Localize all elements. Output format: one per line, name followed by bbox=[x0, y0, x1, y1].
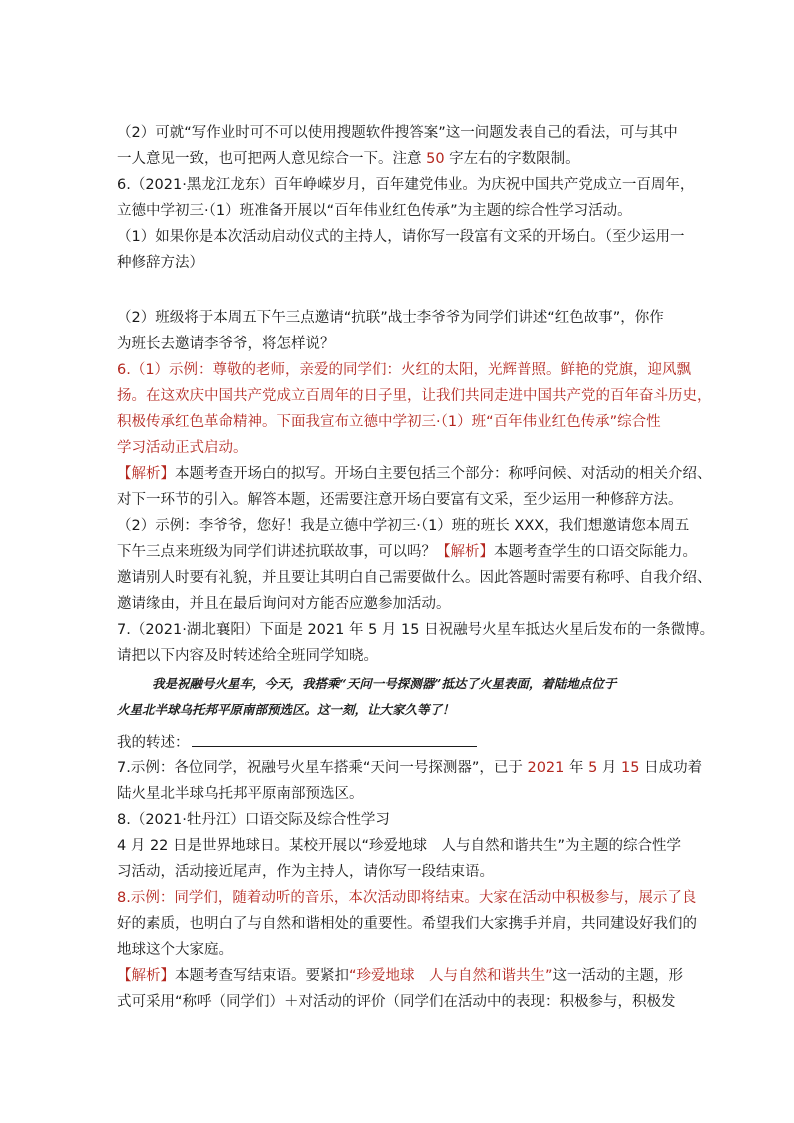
highlighted-text: 15 bbox=[621, 760, 640, 776]
body-text: 一人意见一致，也可把两人意见综合一下。注意 bbox=[117, 151, 427, 167]
body-text: 邀请别人时要有礼貌，并且要让其明白自己需要做什么。因此答题时需要有称呼、自我介绍、 bbox=[117, 570, 712, 586]
highlighted-text: 扬。在这欢庆中国共产党成立百周年的日子里，让我们共同走进中国共产党的百年奋斗历史， bbox=[117, 388, 712, 404]
body-text: 种修辞方法） bbox=[117, 255, 204, 271]
text-line bbox=[117, 227, 685, 247]
text-line bbox=[117, 940, 682, 960]
body-text: （2）示例：李爷爷，您好！我是立德中学初三·（1）班的班长 XXX，我们想邀请您本周五 bbox=[117, 518, 690, 534]
body-text: 这一活动的主题，形 bbox=[552, 968, 684, 984]
body-text: 下午三点来班级为同学们讲述抗联故事，可以吗？ bbox=[117, 544, 436, 560]
body-text: 8.（2021·牡丹江）口语交际及综合性学习 bbox=[117, 812, 390, 828]
body-text: 好的素质，也明白了与自然和谐相处的重要性。希望我们大家携手并肩，共同建设好我们的 bbox=[117, 916, 697, 932]
body-text: 我的转述： bbox=[117, 735, 190, 751]
body-text: 为班长去邀请李爷爷，将怎样说？ bbox=[117, 336, 335, 352]
body-text: 年 bbox=[564, 760, 589, 776]
text-line bbox=[117, 438, 682, 458]
text-line bbox=[117, 542, 697, 562]
highlighted-text: 积极传承红色革命精神。下面我宣布立德中学初三·（1）班“百年伟业红色传承”综合性 bbox=[117, 414, 661, 430]
body-text: 邀请缘由，并且在最后询问对方能否应邀参加活动。 bbox=[117, 596, 451, 612]
text-line bbox=[117, 594, 682, 614]
body-text: 4 月 22 日是世界地球日。某校开展以“珍爱地球 人与自然和谐共生”为主题的综合性学 bbox=[117, 838, 682, 854]
text-line bbox=[117, 175, 695, 195]
highlighted-text: 学习活动正式启动。 bbox=[117, 440, 248, 456]
highlighted-text: 2021 bbox=[527, 760, 565, 776]
highlighted-text: 6.（1）示例：尊敬的老师，亲爱的同学们：火红的太阳，光辉普照。鲜艳的党旗，迎风飘 bbox=[117, 362, 692, 378]
body-text: 对下一环节的引入。解答本题，还需要注意开场白要富有文采，至少运用一种修辞方法。 bbox=[117, 492, 683, 508]
text-line bbox=[117, 836, 682, 856]
body-text: 火星北半球乌托邦平原南部预选区。这一刻，让大家久等了！ bbox=[117, 702, 455, 717]
highlighted-text: 50 bbox=[426, 151, 445, 167]
text-line bbox=[117, 253, 682, 273]
text-line bbox=[117, 620, 715, 640]
body-text: 字左右的字数限制。 bbox=[444, 151, 580, 167]
highlighted-text: 【解析】 bbox=[436, 544, 494, 560]
body-text: 式可采用“称呼（同学们）＋对活动的评价（同学们在活动中的表现：积极参与，积极发 bbox=[117, 994, 676, 1010]
text-line bbox=[117, 201, 682, 221]
text-line bbox=[117, 992, 682, 1012]
body-text: （2）班级将于本周五下午三点邀请“抗联”战士李爷爷为同学们讲述“红色故事”，你作 bbox=[117, 310, 664, 326]
quote-line bbox=[117, 674, 717, 694]
answer-blank-line[interactable] bbox=[192, 732, 477, 747]
body-text: 日成功着 bbox=[639, 760, 703, 776]
quote-line bbox=[117, 700, 682, 720]
body-text: 6.（2021·黑龙江龙东）百年峥嵘岁月，百年建党伟业。为庆祝中国共产党成立一百周年， bbox=[117, 177, 695, 193]
body-text: 地球这个大家庭。 bbox=[117, 942, 233, 958]
highlighted-text: “珍爱地球 人与自然和谐共生” bbox=[349, 968, 553, 984]
body-text: 陆火星北半球乌托邦平原南部预选区。 bbox=[117, 786, 364, 802]
highlighted-text: 【解析】 bbox=[117, 466, 175, 482]
body-text: 本题考查开场白的拟写。开场白主要包括三个部分：称呼问候、对活动的相关介绍、 bbox=[175, 466, 712, 482]
text-line bbox=[117, 149, 682, 169]
text-line bbox=[117, 490, 682, 510]
text-line bbox=[117, 308, 682, 328]
body-text: 7.示例：各位同学，祝融号火星车搭乘“天问一号探测器”，已于 bbox=[117, 760, 528, 776]
body-text: 月 bbox=[597, 760, 622, 776]
text-line bbox=[117, 334, 682, 354]
text-line bbox=[117, 464, 712, 484]
text-line bbox=[117, 784, 682, 804]
text-line bbox=[117, 888, 697, 908]
text-line bbox=[117, 360, 692, 380]
body-text: 我是祝融号火星车，今天，我搭乘“天问一号探测器”抵达了火星表面，着陆地点位于 bbox=[152, 676, 617, 691]
text-line bbox=[117, 758, 703, 778]
text-line bbox=[117, 732, 682, 753]
text-line bbox=[117, 862, 682, 882]
text-line bbox=[117, 123, 682, 143]
text-line bbox=[117, 568, 712, 588]
highlighted-text: 8.示例：同学们，随着动听的音乐，本次活动即将结束。大家在活动中积极参与，展示了良 bbox=[117, 890, 697, 906]
text-line bbox=[117, 386, 712, 406]
body-text: 本题考查学生的口语交际能力。 bbox=[494, 544, 697, 560]
text-line bbox=[117, 914, 697, 934]
highlighted-text: 5 bbox=[588, 760, 598, 776]
body-text: （2）可就“写作业时可不可以使用搜题软件搜答案”这一问题发表自己的看法，可与其中 bbox=[117, 125, 678, 141]
text-line bbox=[117, 966, 682, 986]
body-text: 立德中学初三·（1）班准备开展以“百年伟业红色传承”为主题的综合性学习活动。 bbox=[117, 203, 632, 219]
highlighted-text: 【解析】 bbox=[117, 968, 175, 984]
text-line bbox=[117, 646, 682, 666]
body-text: 习活动，活动接近尾声，作为主持人，请你写一段结束语。 bbox=[117, 864, 494, 880]
text-line bbox=[117, 516, 690, 536]
text-line bbox=[117, 810, 682, 830]
body-text: 请把以下内容及时转述给全班同学知晓。 bbox=[117, 648, 378, 664]
body-text: 本题考查写结束语。要紧扣 bbox=[175, 968, 349, 984]
body-text: （1）如果你是本次活动启动仪式的主持人，请你写一段富有文采的开场白。（至少运用一 bbox=[117, 229, 685, 245]
text-line bbox=[117, 412, 682, 432]
body-text: 7.（2021·湖北襄阳）下面是 2021 年 5 月 15 日祝融号火星车抵达火星后发布的一条微博。 bbox=[117, 622, 715, 638]
